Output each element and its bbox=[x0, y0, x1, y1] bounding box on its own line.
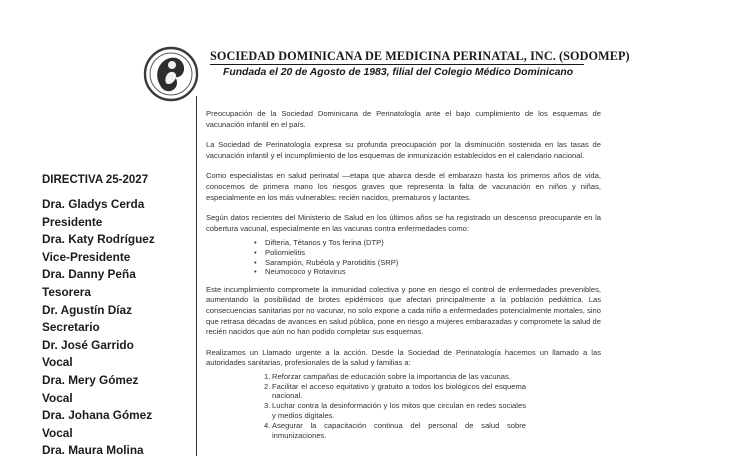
paragraph-call-to-action: Realizamos un Llamado urgente a la acción. Desde la Sociedad de Perinatología hacemos un llamado a las autoridades sanitarias, profesionales de la salud y familias a: bbox=[206, 347, 601, 368]
member-name: Dra. Danny Peña bbox=[42, 267, 136, 282]
directiva-title: DIRECTIVA 25-2027 bbox=[42, 174, 149, 186]
paragraph-impact: Este incumplimiento compromete la inmunidad colectiva y pone en riesgo el control de enfermedades prevenibles, aumentando la posibilidad de brotes epidémicos que afectan principalmente a la población pediátrica. Las consecuencias sanitarias por no vacunar, no solo expone a cada niño a enfermedades potencialmente mortales, sino que retrasa décadas de avances en salud pública, pone en riesgo a mujeres embarazadas y compromete la salud de recién nacidos que aún no han podido completar sus esquemas. bbox=[206, 284, 601, 337]
member-role: Vocal bbox=[42, 425, 73, 440]
member-role: Presidente bbox=[42, 214, 103, 229]
list-item: • Difteria, Tétanos y Tos ferina (DTP) bbox=[254, 238, 601, 248]
directiva-sidebar bbox=[42, 174, 192, 460]
sodomep-logo-icon bbox=[142, 45, 200, 103]
letter-body bbox=[206, 109, 601, 440]
member-name: Dra. Johana Gómez bbox=[42, 408, 153, 423]
member-name: Dra. Maura Molina bbox=[42, 443, 144, 458]
member-role: Secretario bbox=[42, 320, 100, 335]
member-name: Dr. Agustín Díaz bbox=[42, 302, 133, 317]
paragraph-data: Según datos recientes del Ministerio de Salud en los últimos años se ha registrado un descenso preocupante en la cobertura vacunal, especialmente en las vacunas contra enfermedades como: bbox=[206, 213, 601, 233]
member-role: Vocal bbox=[42, 355, 73, 370]
organization-name: SOCIEDAD DOMINICANA DE MEDICINA PERINATAL, INC. (SODOMEP) bbox=[210, 49, 630, 63]
paragraph-intro: Preocupación de la Sociedad Dominicana de Perinatología ante el bajo cumplimiento de los esquemas de vacunación infantil en el país. bbox=[206, 109, 601, 129]
list-item: 3. Luchar contra la desinformación y los mitos que circulan en redes sociales y medios digitales. bbox=[264, 401, 526, 421]
list-item: 4. Asegurar la capacitación continua del personal de salud sobre inmunizaciones. bbox=[264, 420, 526, 440]
paragraph-specialists: Como especialistas en salud perinatal —etapa que abarca desde el embarazo hasta los primeros años de vida, conocemos de primera mano los riesgos graves que representa la falta de vacunación en niños y niñas, especialmente en los más vulnerables: recién nacidos, prematuros y lactantes. bbox=[206, 171, 601, 202]
paragraph-concern: La Sociedad de Perinatología expresa su profunda preocupación por la disminución sostenida en las tasas de vacunación infantil y el incumplimiento de los esquemas de inmunización establecidos en el calendario nacional. bbox=[206, 140, 601, 160]
action-list bbox=[264, 372, 526, 441]
disease-list bbox=[254, 238, 601, 276]
member-name: Dra. Mery Gómez bbox=[42, 372, 139, 387]
column-divider bbox=[196, 96, 197, 456]
member-role: Vice-Presidente bbox=[42, 249, 131, 264]
member-role: Vocal bbox=[42, 390, 73, 405]
member-role: Tesorera bbox=[42, 284, 91, 299]
list-item: 1. Reforzar campañas de educación sobre la importancia de las vacunas. bbox=[264, 371, 511, 381]
header-underline bbox=[210, 64, 584, 65]
list-item: • Neumococo y Rotavirus bbox=[254, 267, 601, 277]
founded-subtitle: Fundada el 20 de Agosto de 1983, filial del Colegio Médico Dominicano bbox=[223, 67, 574, 78]
list-item: • Sarampión, Rubéola y Parotiditis (SRP) bbox=[254, 258, 601, 268]
member-name: Dra. Gladys Cerda bbox=[42, 197, 145, 211]
member-name: Dra. Katy Rodríguez bbox=[42, 232, 155, 247]
list-item: • Poliomielitis bbox=[254, 248, 601, 258]
member-name: Dr. José Garrido bbox=[42, 337, 134, 352]
list-item: 2. Facilitar el acceso equitativo y gratuito a todos los biológicos del esquema nacional. bbox=[264, 381, 526, 401]
